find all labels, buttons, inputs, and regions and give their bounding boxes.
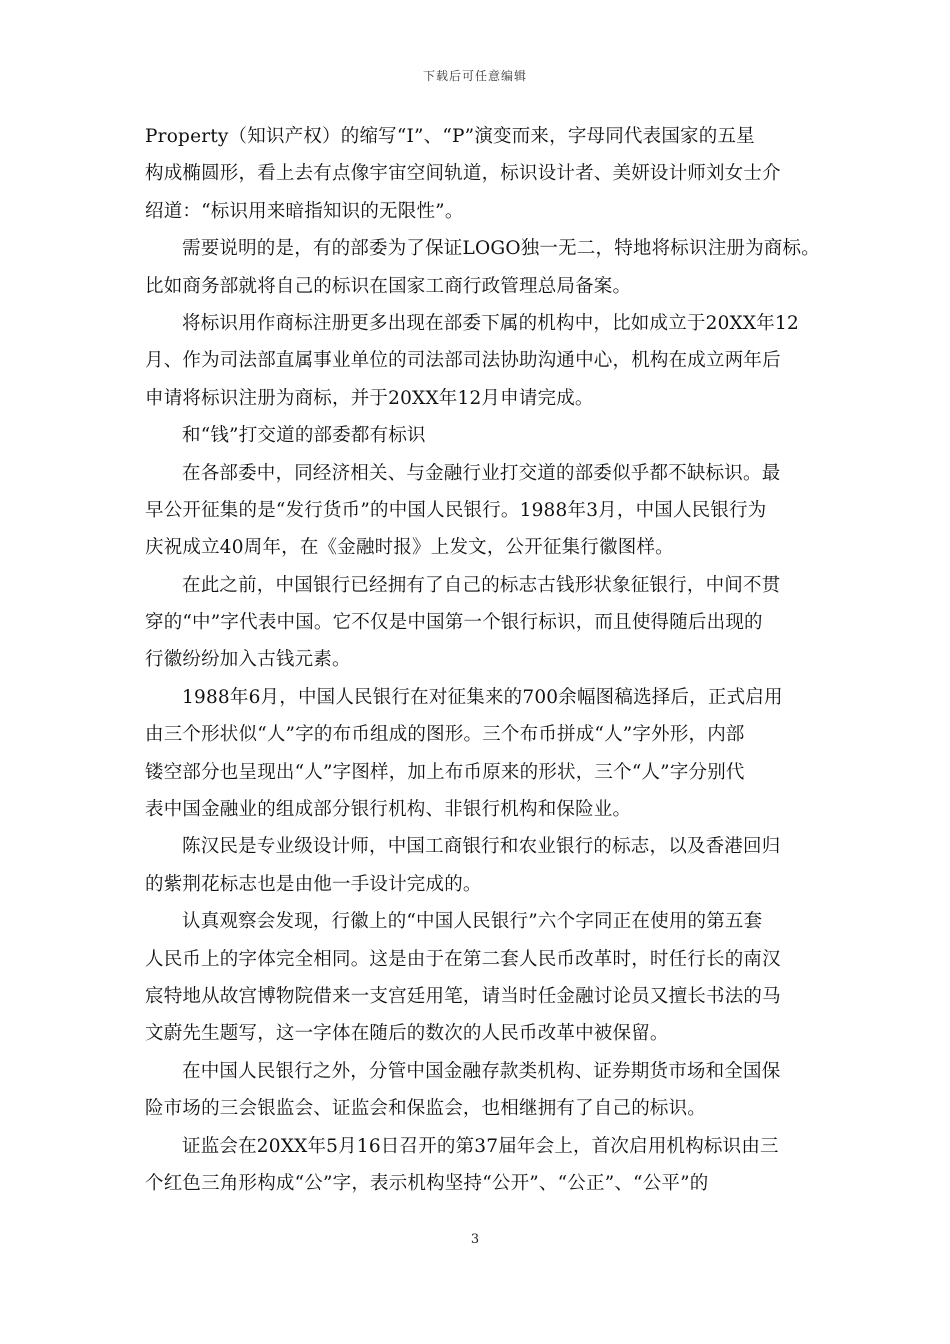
text-line: 在中国人民银行之外，分管中国金融存款类机构、证券期货市场和全国保 <box>182 1060 781 1082</box>
text-line: 申请将标识注册为商标，并于20XX年12月申请完成。 <box>145 387 594 409</box>
text-line: 由三个形状似“人”字的布币组成的图形。三个布币拼成“人”字外形，内部 <box>145 724 745 746</box>
text-line: 的紫荆花标志也是由他一手设计完成的。 <box>145 873 482 895</box>
text-line: 证监会在20XX年5月16日召开的第37届年会上，首次启用机构标识由三 <box>182 1135 779 1157</box>
text-line: 险市场的三会银监会、证监会和保监会，也相继拥有了自己的标识。 <box>145 1098 707 1120</box>
text-line: 文蔚先生题写，这一字体在随后的数次的人民币改革中被保留。 <box>145 1023 669 1045</box>
text-line: 镂空部分也呈现出“人”字图样，加上布币原来的形状，三个“人”字分别代 <box>145 761 745 783</box>
text-line: 绍道：“标识用来暗指知识的无限性”。 <box>145 200 464 222</box>
text-line: Property（知识产权）的缩写“I”、“P”演变而来，字母同代表国家的五星 <box>145 126 755 147</box>
text-line: 比如商务部就将自己的标识在国家工商行政管理总局备案。 <box>145 275 632 297</box>
text-line: 行徽纷纷加入古钱元素。 <box>145 649 351 671</box>
text-line: 表中国金融业的组成部分银行机构、非银行机构和保险业。 <box>145 799 632 821</box>
text-line: 个红色三角形构成“公”字，表示机构坚持“公开”、“公正”、“公平”的 <box>145 1172 709 1194</box>
text-line: 在各部委中，同经济相关、与金融行业打交道的部委似乎都不缺标识。最 <box>182 462 781 484</box>
text-line: 宸特地从故宫博物院借来一支宫廷用笔，请当时任金融讨论员又擅长书法的马 <box>145 985 781 1007</box>
text-line: 在此之前，中国银行已经拥有了自己的标志古钱形状象征银行，中间不贯 <box>182 574 781 596</box>
text-line: 月、作为司法部直属事业单位的司法部司法协助沟通中心，机构在成立两年后 <box>145 350 781 372</box>
text-line: 将标识用作商标注册更多出现在部委下属的机构中，比如成立于20XX年12 <box>182 312 799 334</box>
section-heading: 和“钱”打交道的部委都有标识 <box>182 425 426 447</box>
text-line: 认真观察会发现，行徽上的“中国人民银行”六个字同正在使用的第五套 <box>182 911 763 933</box>
page-header: 下载后可任意编辑 <box>422 69 527 83</box>
text-line: 1988年6月，中国人民银行在对征集来的700余幅图稿选择后，正式启用 <box>182 686 783 708</box>
text-line: 人民币上的字体完全相同。这是由于在第二套人民币改革时，时任行长的南汉 <box>145 948 781 970</box>
text-line: 庆祝成立40周年，在《金融时报》上发文，公开征集行徽图样。 <box>145 537 674 559</box>
text-line: 早公开征集的是“发行货币”的中国人民银行。1988年3月，中国人民银行为 <box>145 499 767 521</box>
page-number: 3 <box>470 1232 480 1247</box>
text-line: 需要说明的是，有的部委为了保证LOGO独一无二，特地将标识注册为商标。 <box>182 238 820 260</box>
text-line: 陈汉民是专业级设计师，中国工商银行和农业银行的标志，以及香港回归 <box>182 836 781 858</box>
document-body <box>145 118 821 1202</box>
text-line: 构成椭圆形，看上去有点像宇宙空间轨道，标识设计者、美妍设计师刘女士介 <box>145 163 781 185</box>
text-line: 穿的“中”字代表中国。它不仅是中国第一个银行标识，而且使得随后出现的 <box>145 612 763 634</box>
